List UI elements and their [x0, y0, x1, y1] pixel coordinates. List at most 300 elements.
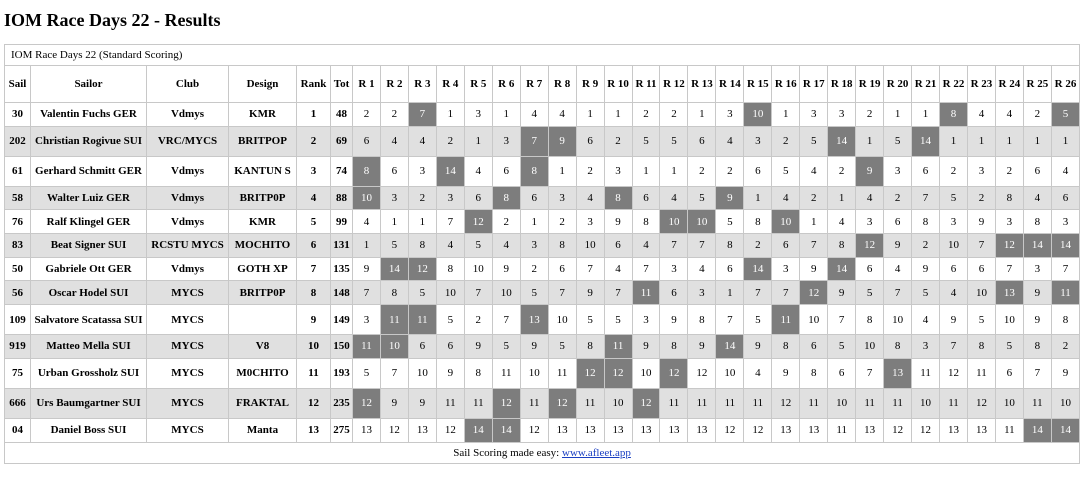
header-race-6: R 6: [492, 66, 520, 103]
cell-tot: 135: [331, 257, 353, 281]
cell-race-score: 10: [940, 234, 968, 258]
cell-race-score: 11: [856, 388, 884, 418]
cell-sailor: Valentin Fuchs GER: [31, 103, 147, 127]
cell-race-score: 10: [604, 388, 632, 418]
cell-race-score: 2: [380, 103, 408, 127]
cell-race-score: 1: [660, 156, 688, 186]
cell-race-score: 7: [940, 335, 968, 359]
cell-race-score: 10: [884, 305, 912, 335]
cell-rank: 1: [297, 103, 331, 127]
cell-race-score: 12: [548, 388, 576, 418]
cell-race-score: 4: [912, 305, 940, 335]
cell-race-score: 13: [884, 358, 912, 388]
cell-race-score: 10: [856, 335, 884, 359]
cell-race-score: 4: [716, 126, 744, 156]
cell-race-score: 8: [380, 281, 408, 305]
table-row: [5, 418, 1080, 442]
cell-race-score: 11: [576, 388, 604, 418]
cell-race-score: 3: [828, 103, 856, 127]
cell-design: KANTUN S: [229, 156, 297, 186]
cell-race-score: 4: [492, 234, 520, 258]
cell-race-score: 12: [408, 257, 436, 281]
cell-sail: 666: [5, 388, 31, 418]
cell-race-score: 11: [884, 388, 912, 418]
cell-race-score: 8: [1023, 210, 1051, 234]
cell-race-score: 4: [576, 186, 604, 210]
results-body: [5, 103, 1080, 443]
cell-race-score: 5: [744, 305, 772, 335]
cell-race-score: 9: [940, 305, 968, 335]
cell-race-score: 3: [492, 126, 520, 156]
cell-race-score: 6: [380, 156, 408, 186]
cell-sailor: Urban Grossholz SUI: [31, 358, 147, 388]
cell-tot: 235: [331, 388, 353, 418]
cell-race-score: 14: [828, 126, 856, 156]
cell-race-score: 2: [520, 257, 548, 281]
cell-race-score: 5: [995, 335, 1023, 359]
cell-race-score: 8: [632, 210, 660, 234]
cell-race-score: 3: [436, 186, 464, 210]
cell-race-score: 11: [688, 388, 716, 418]
cell-race-score: 9: [353, 257, 381, 281]
header-race-22: R 22: [940, 66, 968, 103]
cell-race-score: 8: [995, 186, 1023, 210]
cell-race-score: 5: [464, 234, 492, 258]
cell-club: Vdmys: [147, 156, 229, 186]
cell-rank: 10: [297, 335, 331, 359]
cell-race-score: 14: [436, 156, 464, 186]
header-sailor: Sailor: [31, 66, 147, 103]
header-design: Design: [229, 66, 297, 103]
cell-race-score: 10: [520, 358, 548, 388]
cell-race-score: 5: [604, 305, 632, 335]
cell-race-score: 11: [380, 305, 408, 335]
cell-sailor: Daniel Boss SUI: [31, 418, 147, 442]
cell-race-score: 12: [520, 418, 548, 442]
cell-race-score: 6: [716, 257, 744, 281]
cell-race-score: 9: [967, 210, 995, 234]
cell-race-score: 2: [716, 156, 744, 186]
cell-race-score: 2: [940, 156, 968, 186]
cell-sail: 919: [5, 335, 31, 359]
cell-race-score: 6: [912, 156, 940, 186]
cell-race-score: 2: [688, 156, 716, 186]
cell-design: BRITPOP: [229, 126, 297, 156]
cell-sail: 04: [5, 418, 31, 442]
cell-race-score: 4: [408, 126, 436, 156]
header-race-18: R 18: [828, 66, 856, 103]
cell-sailor: Gerhard Schmitt GER: [31, 156, 147, 186]
cell-race-score: 12: [940, 358, 968, 388]
results-table: [4, 44, 1080, 464]
cell-sail: 50: [5, 257, 31, 281]
cell-design: M0CHITO: [229, 358, 297, 388]
cell-race-score: 12: [660, 358, 688, 388]
cell-race-score: 8: [940, 103, 968, 127]
cell-race-score: 7: [604, 281, 632, 305]
cell-race-score: 4: [800, 156, 828, 186]
cell-race-score: 7: [1051, 257, 1079, 281]
cell-sailor: Salvatore Scatassa SUI: [31, 305, 147, 335]
cell-race-score: 8: [800, 358, 828, 388]
cell-race-score: 9: [1023, 305, 1051, 335]
cell-rank: 11: [297, 358, 331, 388]
cell-race-score: 2: [800, 186, 828, 210]
cell-race-score: 9: [828, 281, 856, 305]
cell-race-score: 3: [464, 103, 492, 127]
cell-sail: 83: [5, 234, 31, 258]
cell-race-score: 4: [520, 103, 548, 127]
table-caption: IOM Race Days 22 (Standard Scoring): [5, 45, 1080, 66]
cell-race-score: 5: [492, 335, 520, 359]
cell-race-score: 5: [800, 126, 828, 156]
cell-race-score: 9: [800, 257, 828, 281]
cell-race-score: 1: [856, 126, 884, 156]
cell-race-score: 9: [576, 281, 604, 305]
cell-race-score: 7: [660, 234, 688, 258]
cell-race-score: 11: [800, 388, 828, 418]
cell-race-score: 3: [884, 156, 912, 186]
header-race-19: R 19: [856, 66, 884, 103]
cell-race-score: 8: [856, 305, 884, 335]
table-row: [5, 305, 1080, 335]
cell-race-score: 12: [353, 388, 381, 418]
cell-race-score: 10: [688, 210, 716, 234]
cell-race-score: 6: [408, 335, 436, 359]
header-tot: Tot: [331, 66, 353, 103]
cell-race-score: 1: [380, 210, 408, 234]
cell-sailor: Urs Baumgartner SUI: [31, 388, 147, 418]
cell-race-score: 3: [353, 305, 381, 335]
cell-race-score: 10: [632, 358, 660, 388]
cell-race-score: 6: [884, 210, 912, 234]
cell-race-score: 10: [967, 281, 995, 305]
cell-race-score: 9: [492, 257, 520, 281]
results-table-container: [4, 44, 1078, 464]
cell-sailor: Christian Rogivue SUI: [31, 126, 147, 156]
cell-race-score: 3: [967, 156, 995, 186]
page-title: IOM Race Days 22 - Results: [4, 10, 221, 30]
cell-race-score: 8: [744, 210, 772, 234]
cell-sailor: Walter Luiz GER: [31, 186, 147, 210]
header-race-2: R 2: [380, 66, 408, 103]
cell-race-score: 1: [436, 103, 464, 127]
cell-race-score: 10: [800, 305, 828, 335]
cell-design: [229, 305, 297, 335]
cell-race-score: 4: [380, 126, 408, 156]
cell-club: Vdmys: [147, 257, 229, 281]
table-row: [5, 186, 1080, 210]
cell-race-score: 12: [856, 234, 884, 258]
cell-race-score: 12: [464, 210, 492, 234]
cell-race-score: 5: [660, 126, 688, 156]
cell-race-score: 7: [856, 358, 884, 388]
cell-design: KMR: [229, 210, 297, 234]
cell-race-score: 1: [632, 156, 660, 186]
cell-race-score: 1: [995, 126, 1023, 156]
cell-race-score: 5: [1051, 103, 1079, 127]
cell-race-score: 5: [828, 335, 856, 359]
cell-club: VRC/MYCS: [147, 126, 229, 156]
cell-race-score: 7: [464, 281, 492, 305]
cell-race-score: 1: [716, 281, 744, 305]
header-race-15: R 15: [744, 66, 772, 103]
cell-race-score: 7: [492, 305, 520, 335]
cell-race-score: 2: [828, 156, 856, 186]
cell-race-score: 3: [1051, 210, 1079, 234]
cell-sail: 56: [5, 281, 31, 305]
cell-race-score: 7: [995, 257, 1023, 281]
cell-race-score: 4: [632, 234, 660, 258]
cell-race-score: 9: [1051, 358, 1079, 388]
cell-race-score: 13: [520, 305, 548, 335]
cell-tot: 99: [331, 210, 353, 234]
cell-race-score: 11: [436, 388, 464, 418]
header-sail: Sail: [5, 66, 31, 103]
cell-club: Vdmys: [147, 103, 229, 127]
cell-race-score: 11: [492, 358, 520, 388]
cell-club: MYCS: [147, 388, 229, 418]
cell-race-score: 5: [716, 210, 744, 234]
cell-race-score: 10: [464, 257, 492, 281]
cell-race-score: 10: [380, 335, 408, 359]
cell-race-score: 9: [436, 358, 464, 388]
cell-race-score: 5: [548, 335, 576, 359]
cell-race-score: 4: [688, 257, 716, 281]
cell-race-score: 7: [884, 281, 912, 305]
cell-design: GOTH XP: [229, 257, 297, 281]
header-race-4: R 4: [436, 66, 464, 103]
cell-race-score: 2: [464, 305, 492, 335]
cell-race-score: 6: [492, 156, 520, 186]
cell-race-score: 10: [828, 388, 856, 418]
cell-race-score: 11: [1023, 388, 1051, 418]
footer-text: Sail Scoring made easy:: [453, 446, 562, 459]
cell-club: RCSTU MYCS: [147, 234, 229, 258]
cell-race-score: 5: [632, 126, 660, 156]
cell-race-score: 3: [408, 156, 436, 186]
cell-rank: 6: [297, 234, 331, 258]
cell-race-score: 4: [856, 186, 884, 210]
cell-race-score: 6: [520, 186, 548, 210]
cell-race-score: 13: [856, 418, 884, 442]
cell-race-score: 13: [967, 418, 995, 442]
cell-rank: 9: [297, 305, 331, 335]
header-race-17: R 17: [800, 66, 828, 103]
cell-rank: 3: [297, 156, 331, 186]
cell-race-score: 8: [604, 186, 632, 210]
cell-rank: 4: [297, 186, 331, 210]
cell-club: MYCS: [147, 305, 229, 335]
cell-race-score: 3: [744, 126, 772, 156]
cell-race-score: 8: [353, 156, 381, 186]
cell-sailor: Ralf Klingel GER: [31, 210, 147, 234]
cell-race-score: 2: [772, 126, 800, 156]
cell-race-score: 6: [464, 186, 492, 210]
cell-race-score: 4: [828, 210, 856, 234]
cell-race-score: 6: [548, 257, 576, 281]
cell-race-score: 6: [772, 234, 800, 258]
cell-race-score: 1: [492, 103, 520, 127]
cell-race-score: 9: [380, 388, 408, 418]
cell-race-score: 3: [716, 103, 744, 127]
cell-race-score: 12: [884, 418, 912, 442]
cell-race-score: 9: [520, 335, 548, 359]
cell-sail: 58: [5, 186, 31, 210]
cell-club: Vdmys: [147, 186, 229, 210]
cell-race-score: 5: [940, 186, 968, 210]
cell-race-score: 3: [520, 234, 548, 258]
cell-race-score: 13: [940, 418, 968, 442]
cell-race-score: 4: [884, 257, 912, 281]
cell-race-score: 7: [380, 358, 408, 388]
header-race-24: R 24: [995, 66, 1023, 103]
cell-race-score: 14: [380, 257, 408, 281]
cell-race-score: 6: [604, 234, 632, 258]
cell-race-score: 4: [1023, 186, 1051, 210]
cell-race-score: 3: [688, 281, 716, 305]
cell-race-score: 1: [744, 186, 772, 210]
cell-race-score: 3: [604, 156, 632, 186]
cell-race-score: 11: [548, 358, 576, 388]
cell-race-score: 9: [744, 335, 772, 359]
cell-race-score: 7: [576, 257, 604, 281]
cell-sailor: Oscar Hodel SUI: [31, 281, 147, 305]
cell-race-score: 4: [660, 186, 688, 210]
cell-rank: 8: [297, 281, 331, 305]
cell-race-score: 6: [688, 126, 716, 156]
cell-race-score: 11: [912, 358, 940, 388]
cell-race-score: 9: [912, 257, 940, 281]
cell-race-score: 8: [716, 234, 744, 258]
cell-rank: 5: [297, 210, 331, 234]
cell-race-score: 6: [967, 257, 995, 281]
header-race-14: R 14: [716, 66, 744, 103]
cell-race-score: 3: [380, 186, 408, 210]
cell-race-score: 9: [660, 305, 688, 335]
cell-race-score: 7: [744, 281, 772, 305]
cell-race-score: 1: [967, 126, 995, 156]
cell-club: MYCS: [147, 335, 229, 359]
cell-race-score: 12: [576, 358, 604, 388]
cell-design: BRITP0P: [229, 281, 297, 305]
cell-race-score: 4: [772, 186, 800, 210]
cell-race-score: 4: [464, 156, 492, 186]
cell-race-score: 14: [828, 257, 856, 281]
cell-race-score: 4: [436, 234, 464, 258]
cell-race-score: 5: [576, 305, 604, 335]
cell-race-score: 4: [744, 358, 772, 388]
cell-race-score: 11: [995, 418, 1023, 442]
cell-race-score: 6: [353, 126, 381, 156]
header-race-13: R 13: [688, 66, 716, 103]
cell-race-score: 8: [464, 358, 492, 388]
cell-race-score: 12: [800, 281, 828, 305]
cell-race-score: 13: [604, 418, 632, 442]
cell-race-score: 12: [380, 418, 408, 442]
cell-race-score: 12: [436, 418, 464, 442]
cell-race-score: 3: [856, 210, 884, 234]
cell-club: Vdmys: [147, 210, 229, 234]
cell-sailor: Matteo Mella SUI: [31, 335, 147, 359]
table-row: [5, 103, 1080, 127]
cell-race-score: 4: [1051, 156, 1079, 186]
header-race-23: R 23: [967, 66, 995, 103]
header-race-3: R 3: [408, 66, 436, 103]
table-row: [5, 210, 1080, 234]
cell-race-score: 13: [660, 418, 688, 442]
cell-race-score: 8: [1023, 335, 1051, 359]
cell-race-score: 5: [856, 281, 884, 305]
cell-sail: 202: [5, 126, 31, 156]
cell-tot: 131: [331, 234, 353, 258]
cell-design: KMR: [229, 103, 297, 127]
header-race-16: R 16: [772, 66, 800, 103]
cell-race-score: 3: [800, 103, 828, 127]
cell-race-score: 4: [548, 103, 576, 127]
cell-race-score: 10: [744, 103, 772, 127]
cell-race-score: 8: [772, 335, 800, 359]
cell-race-score: 2: [744, 234, 772, 258]
cell-race-score: 12: [688, 358, 716, 388]
table-row: [5, 234, 1080, 258]
cell-race-score: 11: [604, 335, 632, 359]
afleet-link[interactable]: www.afleet.app: [562, 446, 631, 459]
cell-race-score: 3: [912, 335, 940, 359]
cell-race-score: 14: [1023, 234, 1051, 258]
cell-race-score: 9: [772, 358, 800, 388]
cell-race-score: 10: [912, 388, 940, 418]
cell-race-score: 14: [464, 418, 492, 442]
cell-race-score: 7: [632, 257, 660, 281]
cell-race-score: 14: [744, 257, 772, 281]
cell-race-score: 11: [464, 388, 492, 418]
cell-sailor: Gabriele Ott GER: [31, 257, 147, 281]
cell-race-score: 2: [884, 186, 912, 210]
cell-race-score: 5: [912, 281, 940, 305]
cell-race-score: 6: [632, 186, 660, 210]
cell-race-score: 14: [1051, 418, 1079, 442]
table-row: [5, 358, 1080, 388]
cell-race-score: 5: [884, 126, 912, 156]
cell-race-score: 10: [660, 210, 688, 234]
cell-race-score: 2: [436, 126, 464, 156]
cell-race-score: 6: [436, 335, 464, 359]
cell-sail: 75: [5, 358, 31, 388]
cell-race-score: 7: [912, 186, 940, 210]
cell-design: Manta: [229, 418, 297, 442]
cell-race-score: 2: [548, 210, 576, 234]
cell-race-score: 12: [716, 418, 744, 442]
cell-race-score: 1: [912, 103, 940, 127]
cell-race-score: 12: [604, 358, 632, 388]
cell-sail: 61: [5, 156, 31, 186]
cell-race-score: 4: [967, 103, 995, 127]
cell-race-score: 2: [1051, 335, 1079, 359]
cell-race-score: 12: [772, 388, 800, 418]
cell-race-score: 9: [856, 156, 884, 186]
cell-sail: 30: [5, 103, 31, 127]
cell-race-score: 12: [492, 388, 520, 418]
cell-race-score: 11: [772, 305, 800, 335]
cell-race-score: 8: [548, 234, 576, 258]
cell-club: MYCS: [147, 418, 229, 442]
cell-race-score: 8: [884, 335, 912, 359]
cell-race-score: 8: [967, 335, 995, 359]
cell-race-score: 7: [716, 305, 744, 335]
cell-race-score: 1: [464, 126, 492, 156]
cell-race-score: 7: [436, 210, 464, 234]
